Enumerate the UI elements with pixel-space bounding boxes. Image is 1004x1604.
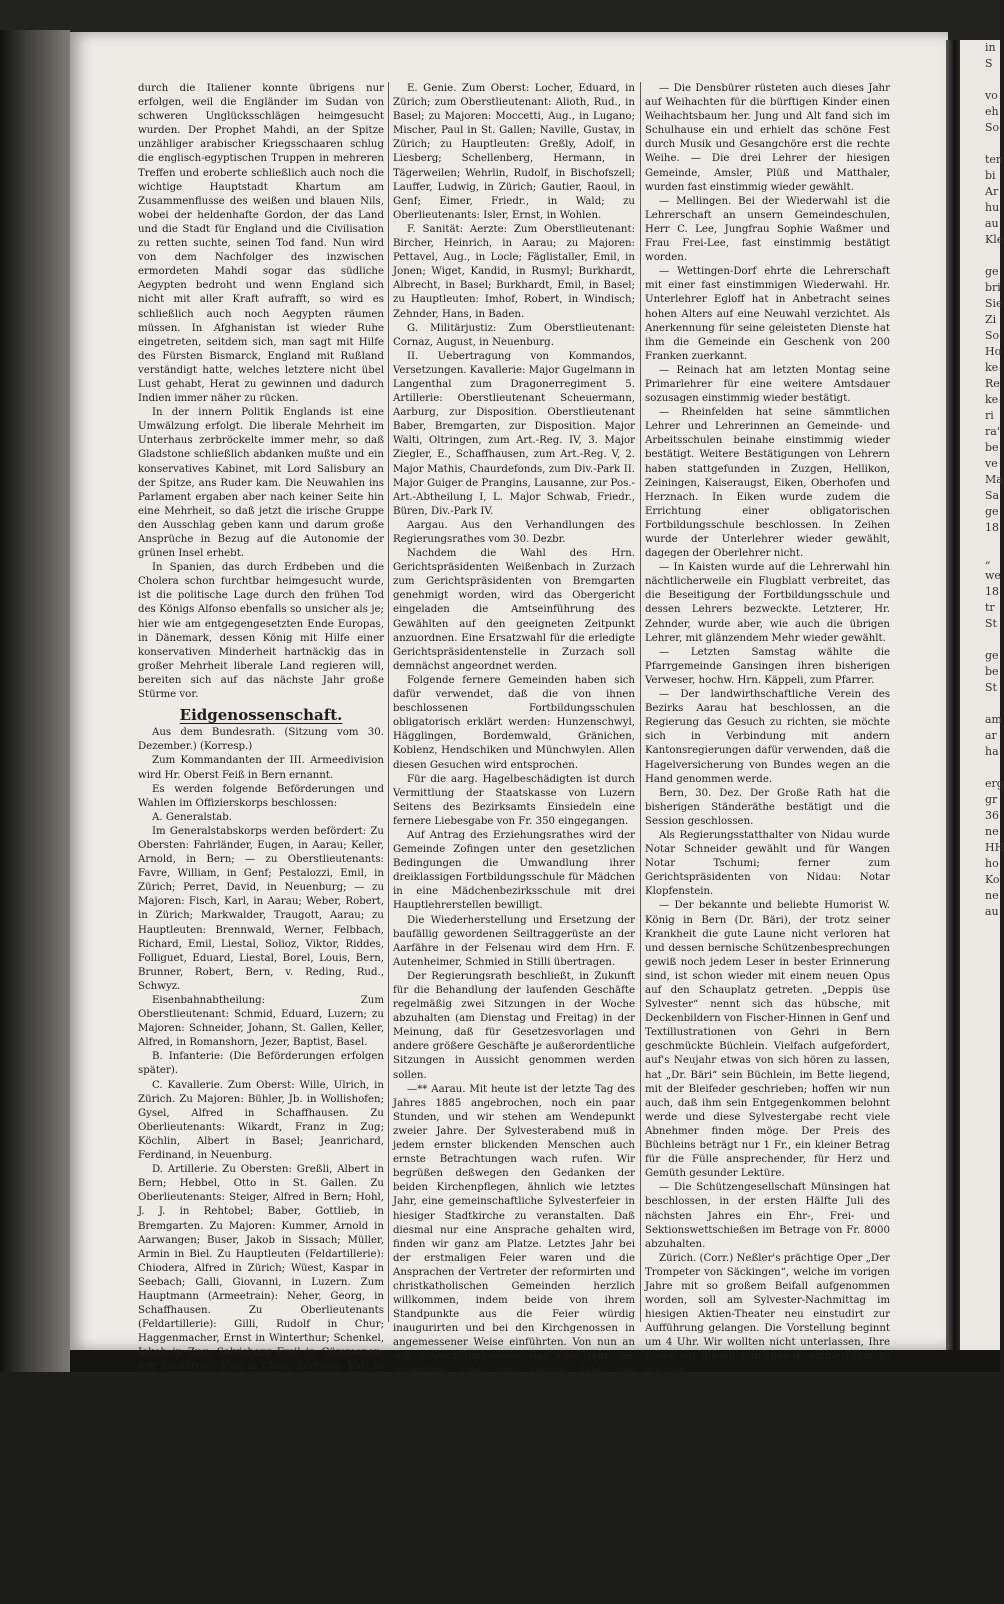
paragraph: — Die Densbürer rüsteten auch dieses Jahr auf Weihachten für die bürftigen Kinder einen Weihachtsbaum her. Jung und Alt fand sich im Schulhause ein und erhielt das schöne Fest durch Musik und Gesangchöre erst die rechte Weihe. — Die drei Lehrer der hiesigen Gemeinde, Amsler, Plüß und Matthaler, wurden fast einstimmig wieder gewählt. xyxy=(645,83,890,193)
next-page-fragment: be xyxy=(985,665,999,678)
next-page-fragment: St xyxy=(985,681,997,694)
paragraph: —** Aarau. Mit heute ist der letzte Tag des Jahres 1885 angebrochen, noch ein paar Stunden, und wir stehen am Wendepunkt zweier Jahre. Der Sylvesterabend muß in jedem ernster blickenden Menschen auch ernste Betrachtungen wach rufen. Wir begrüßen deßwegen den Gedanken der beiden Kirchenpflegen, ähnlich wie letztes Jahr, eine gemeinschaftliche Sylvesterfeier in hiesiger Stadtkirche zu veranstalten. Daß diesmal nur eine Ansprache gehalten wird, finden wir ganz am Platze. Letztes Jahr bei der erstmaligen Feier waren und die Ansprachen der Vertreter der reformirten und christkatholischen Gemeinden herzlich willkommen, indem beide von ihrem Standpunkte aus die Feier würdig inaugurirten und bei den Kirchgenossen in angemessener Weise einführten. Von nun an soll abwechslungsweise das eine Jahr der reformirte und das andere Jahr der christkatholische Geistliche der Sprecher der versammelten Kirchgenossen werden. Damit ist die Eintracht und das herzliche Einverständniß der beiden Gemeinden deutlich dokumentirt und der Feier die angemessene Kürze gewahrt. Wir zweifeln nicht daran, daß die Feier, verschönert durch musikalische Vorträge, die Kirchgenossen in großer Anzahl zur Andacht in der Kirche versammeln werde. xyxy=(393,1083,635,1518)
next-page-fragment: 18 xyxy=(985,585,999,598)
paragraph: — Der bekannte und beliebte Humorist W. König in Bern (Dr. Bäri), der trotz seiner Krankheit die gute Laune nicht verloren hat und dessen bernische Schützenbesprechungen gewiß noch jedem Leser in bester Erinnerung sind, ist schon wieder mit einem neuen Opus auf den Schauplatz getreten. „Deppis üse Sylvester“ nennt sich das hübsche, mit Deckenbildern von Fischer-Hinnen in Genf und Textillustrationen von Gehri in Bern geschmückte Büchlein. Vielfach aufgefordert, auf's Neujahr etwas von sich hören zu lassen, hat „Dr. Bäri“ sein Büchlein, im Bette liegend, mit der Bleifeder geschrieben; hoffen wir nun auch, daß ihm sein Entgegenkommen belohnt werde und diese Sylvestergabe recht viele Abnehmer finden möge. Der Preis des Büchleins beträgt nur 1 Fr., ein kleiner Betrag für die Fülle ansprechender, für Herz und Gemüth gesunder Lektüre. xyxy=(645,900,890,1180)
paragraph: G. Militärjustiz: Zum Oberstlieutenant: Cornaz, August, in Neuenburg. xyxy=(393,322,635,348)
next-page-fragment xyxy=(960,536,1000,552)
paragraph: Auf Antrag des Erziehungsrathes wird der Gemeinde Zofingen unter den gesetzlichen Bedingungen die Umwandlung ihrer dreiklassigen Fortbildungsschule für Mädchen in eine Mädchenbezirksschule mit drei Hauptlehrerstellen bewilligt. xyxy=(393,829,635,912)
paragraph: Eisenbahnabtheilung: Zum Oberstlieutenant: Schmid, Eduard, Luzern; zu Majoren: Schneider, Johann, St. Gallen, Keller, Alfred, in Romanshorn, Jezer, Baptist, Basel. xyxy=(138,995,384,1049)
next-page-fragment: Sa xyxy=(985,489,1000,502)
next-page-edge xyxy=(960,40,1004,1350)
next-page-fragment: hu xyxy=(985,201,1000,214)
paragraph: Gränichen. Die bish. Lehrer Weibel, Widmer J., Häfliger, Widmer G., Brunner und Suter wurden wieder gewählt. Neu wurde gewählt nurden Hr. J. Bolliger in Suhr, Gautschi auf Rütihof und die Arbeitslehrerin Frau Lehner. xyxy=(393,1520,635,1603)
next-page-fragment: S xyxy=(985,57,993,70)
next-page-fragment: ge xyxy=(985,265,999,278)
next-page-fragment: gr xyxy=(985,793,998,806)
section-title: Eidgenossenschaft. xyxy=(179,706,343,725)
paragraph: Folgende fernere Gemeinden haben sich dafür verwendet, daß die von ihnen beschlossenen Fortbildungsschulen obligatorisch erklärt werden: Hunzenschwyl, Hägglingen, Bordemwald, Gränichen, Koblenz, Hendschiken und Münchwylen. Allen diesen Gesuchen wird entsprochen. xyxy=(393,674,635,771)
next-page-fragment: „ xyxy=(985,553,991,566)
paragraph: Als Regierungsstatthalter von Nidau wurde Notar Schneider gewählt und für Wangen Notar Tschumi; ferner zum Gerichtspräsidenten von Nidau: Notar Klopfenstein. xyxy=(645,829,890,898)
paragraph: — Der landwirthschaftliche Verein des Bezirks Aarau hat beschlossen, an die Regierung das Gesuch zu richten, sie möchte sich in Verbindung mit andern Kantonsregierungen dafür verwenden, daß die Hagelversicherung von Bundes wegen an die Hand genommen werde. xyxy=(645,689,890,785)
column-1-bundesrath xyxy=(138,726,384,1529)
next-page-fragment: bri xyxy=(985,281,1001,294)
paragraph: Die Wiederherstellung und Ersetzung der baufällig gewordenen Seiltraggerüste an der Aarfähre in der Felsenau wird dem Hrn. F. Autenheimer, Schmied in Stilli übertragen. xyxy=(393,914,635,968)
next-page-fragment: ge xyxy=(985,505,999,518)
next-page-fragment: HH xyxy=(985,841,1004,854)
book-left-edge xyxy=(0,30,70,1372)
next-page-fragment: vo xyxy=(985,89,998,102)
paragraph: E. Genie. Zum Oberst: Locher, Eduard, in Zürich; zum Oberstlieutenant: Alioth, Rud., in Basel; zu Majoren: Moccetti, Aug., in Lugano; Mischer, Paul in St. Gallen; Naville, Gustav, in Zürich; zu Hauptleuten: Greßly, Adolf, in Liesberg; Schellenberg, Hermann, in Tägerweilen; Wehrlin, Rudolf, in Bischofszell; Lauffer, Ludwig, in Zürich; Gautier, Raoul, in Genf; Eimer, Friedr., in Wald; zu Oberlieutenants: Isler, Ernst, in Wohlen. xyxy=(393,83,635,221)
paragraph: In der innern Politik Englands ist eine Umwälzung erfolgt. Die liberale Mehrheit im Unterhaus zerbröckelte immer mehr, so daß Gladstone schließlich abdanken mußte und ein konservatives Kabinet, mit Lord Salisbury an der Spitze, ans Ruder kam. Die Neuwahlen ins Parlament ergaben aber nach keiner Seite hin eine Mehrheit, so daß jetzt die irische Gruppe den Ausschlag geben kann und darum große Ansprüche in Bezug auf die Autonomie der grünen Insel erhebt. xyxy=(138,407,384,560)
next-page-fragment: we xyxy=(985,569,1001,582)
next-page-fragment: eh xyxy=(985,105,999,118)
next-page-fragment: ne xyxy=(985,825,999,838)
paragraph: Zürich. (Corr.) Neßler's prächtige Oper „Der Trompeter von Säckingen“, welche im vorigen Jahre mit so großem Beifall aufgenommen worden, soll am Sylvester-Nachmittag im hiesigen Aktien-Theater neu einstudirt zur Aufführung gelangen. Die Vorstellung beginnt um 4 Uhr. Wir wollten nicht unterlassen, Ihre Leser auf diesen Kunstgenuß aufmerksam zu machen. xyxy=(645,1252,890,1377)
next-page-fragment: ve xyxy=(985,457,998,470)
paragraph: — Herr Seidenfabrikant Schwarzenbach-Landis in Thalweil soll in Nordamerika eine große Seidenstoffweberei errichtet haben und die Firma HH. Bodmer und Hürlimann in Ottenbach ein gleiches zu thun gewillt sein. xyxy=(645,1379,890,1447)
next-page-fragment: So xyxy=(985,121,1000,134)
next-page-fragment: Kle xyxy=(985,233,1004,246)
next-page-fragment: Ar xyxy=(985,185,999,198)
column-2 xyxy=(393,82,635,1604)
next-page-fragment: am xyxy=(985,713,1002,726)
next-page-fragment xyxy=(960,632,1000,648)
paragraph: In Spanien, das durch Erdbeben und die Cholera schon furchtbar heimgesucht wurde, ist die politische Lage durch den frühen Tod des Königs Alfonso ebenfalls so unsicher als je; hier wie am entgegengesetzten Ende Europas, in Dänemark, dessen König mit Hilfe einer konservativen Minderheit hartnäckig das in großer Mehrheit liberale Land regieren will, bereiten sich auf das nächste Jahr große Stürme vor. xyxy=(138,562,384,701)
book-gutter xyxy=(946,40,960,1350)
paragraph: Aargau. Aus den Verhandlungen des Regierungsrathes vom 30. Dezbr. xyxy=(393,519,635,545)
next-page-fragment: ge xyxy=(985,649,999,662)
paragraph: — Letzten Samstag wählte die Pfarrgemeinde Gansingen ihren bisherigen Verweser, hochw. Hrn. Käppeli, zum Pfarrer. xyxy=(645,646,890,686)
next-page-fragment: Ma xyxy=(985,473,1003,486)
next-page-fragment: in xyxy=(985,41,996,54)
paragraph: II. Uebertragung von Kommandos, Versetzungen. Kavallerie: Major Gugelmann in Langenthal zum Dragonerregiment 5. Artillerie: Oberstlieutenant Scheuermann, Aarburg, zur Disposition. Oberstlieutenant Baber, Bremgarten, zur Disposition. Major Walti, Oltringen, zum Art.-Reg. IV, 3. Major Ziegler, E., Schaffhausen, zum Art.-Reg. V, 2. Major Mathis, Chaurdefonds, zum Div.-Park II. Major Guiger de Prangins, Lausanne, zur Pos.-Art.-Abtheilung I, L. Major Schwab, Friedr., Büren, Div.-Park IV. xyxy=(393,350,635,517)
paragraph: F. Sanität: Aerzte: Zum Oberstlieutenant: Bircher, Heinrich, in Aarau; zu Majoren: Pettavel, Aug., in Locle; Fäglistaller, Emil, in Jonen; Wiget, Kandid, in Rusmyl; Burkhardt, Albrecht, in Basel; Burkhardt, Emil, in Basel; zu Hauptleuten: Imhof, Robert, in Windisch; Zehnder, Hans, in Baden. xyxy=(393,223,635,320)
next-page-fragment: St xyxy=(985,617,997,630)
column-1-articles xyxy=(138,82,384,702)
next-page-fragment: ri xyxy=(985,409,994,422)
next-page-fragment: be xyxy=(985,441,999,454)
paragraph: durch die Italiener konnte übrigens nur erfolgen, weil die Engländer im Sudan von schweren Unglücksschlägen heimgesucht wurden. Der Prophet Mahdi, an der Spitze unzähliger arabischer Kriegsschaaren schlug die englisch-egyptischen Truppen in mehreren Treffen und eroberte schließlich auch noch die wichtige Hauptstadt Khartum am Zusammenflusse des weißen und blauen Nils, wobei der heldenhafte Gordon, der das Land und die Stadt für England und die Civilisation zu retten suchte, seinen Tod fand. Nun wird von dem Nachfolger des inzwischen ermordeten Mahdi sogar das südliche Aegypten bedroht und wenn England sich nicht mit aller Kraft aufrafft, so wird es schließlich auch noch Aegypten räumen müssen. In Afghanistan ist wieder Ruhe eingetreten, seitdem sich, man sagt mit Hilfe des Fürsten Bismarck, England mit Rußland verständigt hatte, welches letztere nicht übel Lust gehabt, Herat zu gewinnen und dadurch Indien immer näher zu rücken. xyxy=(138,83,384,405)
next-page-fragment xyxy=(960,760,1000,776)
paragraph: Aus dem Bundesrath. (Sitzung vom 30. Dezember.) (Korresp.) xyxy=(138,727,384,753)
next-page-fragment: ne xyxy=(985,889,999,902)
next-page-fragment: So xyxy=(985,329,1000,342)
next-page-fragment: Sie xyxy=(985,297,1003,310)
next-page-fragment xyxy=(960,72,1000,88)
next-page-fragment: ke xyxy=(985,393,999,406)
paragraph: A. Generalstab. xyxy=(152,811,232,823)
column-rule-1 xyxy=(388,82,389,1322)
next-page-fragment: Zi xyxy=(985,313,997,326)
next-page-fragment: au xyxy=(985,905,999,918)
paragraph: Im Generalstabskorps werden befördert: Zu Obersten: Fahrländer, Eugen, in Aarau; Keller, Arnold, in Bern; — zu Oberstlieutenants: Favre, William, in Genf; Pestalozzi, Emil, in Zürich; Perret, David, in Neuenburg; — zu Majoren: Fisch, Karl, in Aarau; Weber, Robert, in Zürich; Markwalder, Traugott, Aarau; zu Hauptleuten: Brennwald, Werner, Felbbach, Richard, Emil, Liestal, Solioz, Viktor, Riddes, Folliguet, Eduard, Liestal, Borel, Louis, Bern, Brunner, Robert, Bern, v. Reding, Rud., Schwyz. xyxy=(138,825,384,992)
next-page-fragment xyxy=(960,248,1000,264)
paragraph: Nachdem die Wahl des Hrn. Gerichtspräsidenten Weißenbach in Zurzach zum Gerichtspräsidenten von Bremgarten genehmigt worden, wird das Obergericht eingeladen die Amtseinführung des Gewählten auf den geeigneten Zeitpunkt anzuordnen. Eine Ersatzwahl für die erledigte Gerichtspräsidentenstelle in Zurzach soll demnächst angeordnet werden. xyxy=(393,548,635,672)
column-3-articles xyxy=(645,82,890,1548)
next-page-fragment xyxy=(960,696,1000,712)
next-page-fragment: Ho xyxy=(985,345,1002,358)
next-page-fragment: ten xyxy=(985,153,1004,166)
next-page-fragment: Re xyxy=(985,377,1000,390)
column-2-articles xyxy=(393,82,635,1604)
next-page-fragment: au xyxy=(985,217,999,230)
paragraph: — Rheinfelden hat seine sämmtlichen Lehrer und Lehrerinnen an Gemeinde- und Arbeitsschulen beinahe einstimmig wieder bestätigt. Weitere Bestätigungen von Lehrern haben stattgefunden in Zuzgen, Hellikon, Zeiningen, Kaiseraugst, Eiken, Oberhofen und Herznach. In Eiken wurde zudem die Errichtung einer obligatorischen Fortbildungsschule beschlossen. In Zeihen wurde der Unterlehrer wieder gewählt, dagegen der Oberlehrer nicht. xyxy=(645,407,890,560)
paragraph: Der Regierungsrath beschließt, in Zukunft für die Behandlung der laufenden Geschäfte regelmäßig zwei Sitzungen in der Woche abzuhalten (am Dienstag und Freitag) in der Meinung, daß für Gesetzesvorlagen und andere größere Geschäfte je außerordentliche Sitzungen in Aussicht genommen werden sollen. xyxy=(393,970,635,1081)
paragraph: — Reinach hat am letzten Montag seine Primarlehrer für eine weitere Amtsdauer sozusagen einstimmig wieder bestätigt. xyxy=(645,364,890,405)
paragraph: — In Kaisten wurde auf die Lehrerwahl hin nächtlicherweile ein Flugblatt verbreitet, das die Beseitigung der Fortbildungsschule und dessen Lehrers bezweckte. Letzterer, Hr. Zehnder, wurde aber, wie auch die übrigen Lehrer, mit glänzendem Mehr wieder gewählt. xyxy=(645,562,890,644)
paragraph: Bern, 30. Dez. Der Große Rath hat die bisherigen Ständeräthe bestätigt und die Session geschlossen. xyxy=(645,787,890,827)
next-page-fragment: ho xyxy=(985,857,999,870)
next-page-fragment: ra' xyxy=(985,425,1000,438)
next-page-fragment: tr xyxy=(985,601,995,614)
column-1 xyxy=(138,82,384,1530)
next-page-fragment: ha xyxy=(985,745,999,758)
next-page-fragment: 18 xyxy=(985,521,999,534)
paragraph: Zum Kommandanten der III. Armeedivision wird Hr. Oberst Feiß in Bern ernannt. xyxy=(138,755,384,781)
next-page-fragment xyxy=(960,136,1000,152)
next-page-fragment: bi xyxy=(985,169,996,182)
paragraph: — Die Schützengesellschaft Münsingen hat beschlossen, in der ersten Hälfte Juli des nächsten Jahres ein Ehr-, Frei- und Sektionswettschießen im Betrage von Fr. 8000 abzuhalten. xyxy=(645,1182,890,1250)
paragraph: — Wettingen-Dorf ehrte die Lehrerschaft mit einer fast einstimmigen Wiederwahl. Hr. Unterlehrer Egloff hat in Anbetracht seines hohen Alters auf eine Neuwahl verzichtet. Als Anerkennung für seine geleisteten Dienste hat ihm die Gemeinde ein Geschenk von 200 Franken zuerkannt. xyxy=(645,266,890,362)
paragraph: D. Artillerie. Zu Obersten: Greßli, Albert in Bern; Hebbel, Otto in St. Gallen. Zu Oberlieutenants: Steiger, Alfred in Bern; Hohl, J. J. in Rehtobel; Baber, Gottlieb, in Bremgarten. Zu Majoren: Kummer, Arnold in Aarwangen; Buser, Jakob in Sissach; Müller, Armin in Biel. Zu Hauptleuten (Feldartillerie): Chiodera, Alfred in Zürich; Wüest, Kaspar in Seebach; Galli, Giovanni, in Luzern. Zum Hauptmann (Armeetrain): Neher, Georg, in Schaffhausen. Zu Oberlieutenants (Feldartillerie): Gilli, Rudolf in Chur; Haggenmacher, Ernst in Winterthur; Schenkel, Jakob in Zug; Salvisberg Emil in Gümmenen; von Tscharner, Max in Chur; Zurburg, Karl in Altstetten; Lüscher, Hans in Aarburg; Stoffel, Richard in Arbon; Baumgartner, Frank in St. Jean (Genf); Felix, Friedr. in Frauenfeld; Colomb, Arnold in St. Prez; Saß, Jose in Neuenburg. Feuerwerker: Grüebler, Albert in St. Gallen. Armeetrain: L'Plattenier, Anatole, in Lausanne; Wäber, Max in Bern; Witschi, Gottfried in Hindelbank; Fenny, Heinrich in Frauenfeld; Chapeley, Ignaz in Champéry. Zum Lieutenant (Armeetrain): Anderegg, Gottlieb in Oeitingen. xyxy=(138,1164,384,1528)
paragraph: Luzern. Eine englische Gesellschaft hat der Regierung ein Projekt über Erstellung eines über 200 Meter in den See hinausführenden Steges (Pier) zur Genehmigung vorgelegt. Derselbe soll in der Gegend des Tivoli erbaut und an seinem äußersten Ende durch einen Pavillon xyxy=(645,1450,890,1546)
next-page-fragment: erg xyxy=(985,777,1004,790)
paragraph: B. Infanterie: (Die Beförderungen erfolgen später). xyxy=(138,1051,384,1077)
column-3 xyxy=(645,82,890,1548)
paragraph: — Mellingen. Bei der Wiederwahl ist die Lehrerschaft an unsern Gemeindeschulen, Herr C. Lee, Jungfrau Sophie Waßmer und Frau Frei-Lee, fast einstimmig bestätigt worden. xyxy=(645,195,890,264)
next-page-fragment: ke xyxy=(985,361,999,374)
paragraph: Für die aarg. Hagelbeschädigten ist durch Vermittlung der Staatskasse von Luzern Seitens des Bezirksamts Einsiedeln eine fernere Liebesgabe von Fr. 350 eingegangen. xyxy=(393,773,635,827)
column-rule-2 xyxy=(640,82,641,1322)
paragraph: Es werden folgende Beförderungen und Wahlen im Offizierskorps beschlossen: xyxy=(138,783,384,809)
next-page-fragment: 36 xyxy=(985,809,999,822)
next-page-fragment: Ko xyxy=(985,873,1000,886)
next-page-fragment: ar xyxy=(985,729,997,742)
paragraph: C. Kavallerie. Zum Oberst: Wille, Ulrich, in Zürich. Zu Majoren: Bühler, Jb. in Wollishofen; Gysel, Alfred in Schaffhausen. Zu Oberlieutenants: Wikardt, Franz in Zug; Köchlin, Albert in Basel; Jeanrichard, Ferdinand, in Neuenburg. xyxy=(138,1079,384,1162)
